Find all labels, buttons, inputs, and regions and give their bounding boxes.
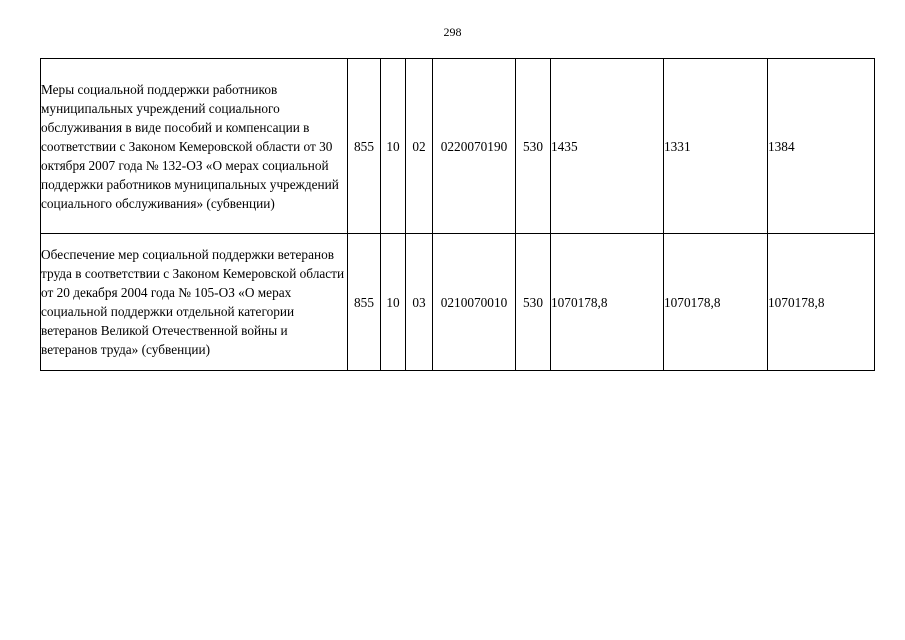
table-row bbox=[41, 234, 875, 371]
section-code-cell: 10 bbox=[381, 234, 406, 371]
expense-type-cell: 530 bbox=[516, 234, 551, 371]
amount-year-3-cell: 1384 bbox=[768, 59, 875, 234]
amount-year-2-cell: 1070178,8 bbox=[664, 234, 768, 371]
ministry-code-cell: 855 bbox=[348, 234, 381, 371]
amount-year-1-cell: 1070178,8 bbox=[551, 234, 664, 371]
ministry-code-cell: 855 bbox=[348, 59, 381, 234]
expense-name-cell: Обеспечение мер социальной поддержки ветеранов труда в соответствии с Законом Кемеровской области от 20 декабря 2004 года № 105-ОЗ «О мерах социальной поддержки отдельной категории ветеранов Великой Отечественной войны и ветеранов труда» (субвенции) bbox=[41, 234, 348, 371]
target-article-cell: 0220070190 bbox=[433, 59, 516, 234]
amount-year-3-cell: 1070178,8 bbox=[768, 234, 875, 371]
table-row bbox=[41, 59, 875, 234]
subsection-code-cell: 03 bbox=[406, 234, 433, 371]
subsection-code-cell: 02 bbox=[406, 59, 433, 234]
expense-name-cell: Меры социальной поддержки работников муниципальных учреждений социального обслуживания в виде пособий и компенсации в соответствии с Законом Кемеровской области от 30 октября 2007 года № 132-ОЗ «О мерах социальной поддержки работников муниципальных учреждений социального обслуживания» (субвенции) bbox=[41, 59, 348, 234]
page-number: 298 bbox=[443, 25, 462, 39]
expense-type-cell: 530 bbox=[516, 59, 551, 234]
budget-table bbox=[40, 58, 875, 371]
target-article-cell: 0210070010 bbox=[433, 234, 516, 371]
amount-year-2-cell: 1331 bbox=[664, 59, 768, 234]
section-code-cell: 10 bbox=[381, 59, 406, 234]
amount-year-1-cell: 1435 bbox=[551, 59, 664, 234]
